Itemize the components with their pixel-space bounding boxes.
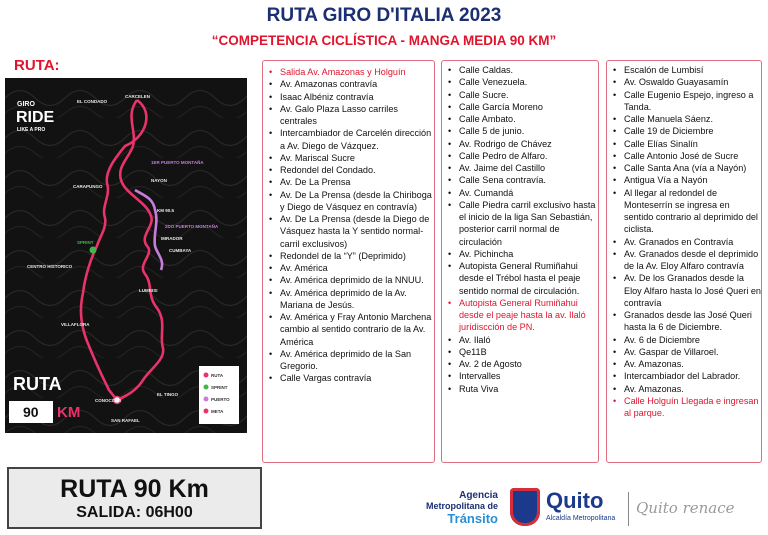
quito-logo-text: Quito: [546, 488, 604, 513]
place-lumbisi: LUMBISI: [139, 288, 158, 293]
route-street-item: • Av. Cumandá: [442, 187, 598, 199]
route-street-item: • Calle Elías Sinalín: [607, 138, 761, 150]
route-street-item: • Av. Amazonas contravía: [263, 78, 434, 90]
logo-divider: [628, 492, 629, 526]
quito-crest-icon: [510, 488, 540, 526]
route-street-item: • Calle Eugenio Espejo, ingreso a Tanda.: [607, 89, 761, 114]
place-el-condado: EL CONDADO: [77, 99, 108, 104]
amt-logo: [404, 490, 498, 526]
route-street-item: • Calle Holguín Llegada e ingresan al parque.: [607, 395, 761, 420]
place-pto1: 1ER PUERTO MONTAÑA: [151, 160, 204, 165]
route-street-item: • Av. América deprimido de la Av. Mariana de Jesús.: [263, 287, 434, 312]
route-street-item: • Intercambiador del Labrador.: [607, 370, 761, 382]
route-street-item: • Av. 6 de Diciembre: [607, 334, 761, 346]
route-street-item: • Calle Venezuela.: [442, 76, 598, 88]
route-street-item: • Isaac Albéniz contravía: [263, 91, 434, 103]
route-street-item: • Intervalles: [442, 370, 598, 382]
route-street-item: • Av. Rodrigo de Chávez: [442, 138, 598, 150]
route-street-item: • Av. América deprimido de la San Gregorio.: [263, 348, 434, 373]
route-street-item: • Calle Caldas.: [442, 64, 598, 76]
route-map: [5, 78, 247, 433]
brand-line3: LIKE A PRO: [17, 127, 46, 133]
route-list-column-3: [606, 60, 762, 463]
route-street-item: • Av. Amazonas.: [607, 358, 761, 370]
route-street-item: • Av. De La Prensa: [263, 176, 434, 188]
salida-text: SALIDA: 06H00: [76, 504, 193, 521]
map-unit: KM: [57, 404, 81, 421]
brand-line1: GIRO: [17, 101, 35, 108]
place-carcelen: CARCELEN: [125, 94, 151, 99]
route-street-item: • Calle García Moreno: [442, 101, 598, 113]
route-street-item: • Intercambiador de Carcelén dirección a Av. Diego de Vázquez.: [263, 127, 434, 152]
route-street-item: • Av. Ilaló: [442, 334, 598, 346]
route-street-item: • Av. Pichincha: [442, 248, 598, 260]
page-title: RUTA GIRO D'ITALIA 2023: [266, 5, 502, 26]
place-nayon: NAYON: [151, 178, 167, 183]
place-conocoto: CONOCOTO: [95, 398, 122, 403]
route-street-item: • Calle Vargas contravía: [263, 372, 434, 384]
route-street-item: • Av. Mariscal Sucre: [263, 152, 434, 164]
legend-meta: META: [211, 409, 224, 414]
map-legend: [199, 366, 239, 424]
place-el-tingo: EL TINGO: [157, 392, 179, 397]
route-street-item: • Av. América y Fray Antonio Marchena cambio al sentido contrario de la Av. América: [263, 311, 434, 348]
route-street-item: • Redondel de la “Y” (Deprimido): [263, 250, 434, 262]
sprint-marker: [90, 247, 97, 254]
route-street-item: • Calle 19 de Diciembre: [607, 125, 761, 137]
route-street-item: • Av. De La Prensa (desde la Chiriboga y Diego de Vásquez en contravía): [263, 189, 434, 214]
alcaldia-text: Alcaldía Metropolitana: [546, 515, 616, 522]
place-pto2: 2DO PUERTO MONTAÑA: [165, 224, 219, 229]
map-distance: 90: [23, 404, 39, 420]
route-street-item: • Redondel del Condado.: [263, 164, 434, 176]
route-street-item: • Av. Granados desde el deprimido de la Av. Eloy Alfaro contravía: [607, 248, 761, 273]
route-street-item: • Av. Oswaldo Guayasamín: [607, 76, 761, 88]
route-street-item: • Autopista General Rumiñahui desde el Trébol hasta el peaje sentido normal de circulación.: [442, 260, 598, 297]
place-sprint: SPRINT: [77, 240, 94, 245]
route-street-item: • Av. Amazonas.: [607, 383, 761, 395]
route-street-item: • Antigua Vía a Nayón: [607, 174, 761, 186]
amt-line1: Agencia: [459, 490, 498, 501]
place-cumbaya: CUMBAYA: [169, 248, 192, 253]
route-street-item: • Av. De los Granados desde la Eloy Alfaro hasta lo José Queri en contravía: [607, 272, 761, 309]
route-list-column-2: [441, 60, 599, 463]
legend-sprint: SPRINT: [211, 385, 228, 390]
route-street-item: • Av. 2 de Agosto: [442, 358, 598, 370]
legend-puerto: PUERTO: [211, 397, 230, 402]
route-street-item: • Av. América deprimido de la NNUU.: [263, 274, 434, 286]
route-street-item: • Calle Piedra carril exclusivo hasta el inicio de la liga San Sebastián, posterior carril normal de circulación: [442, 199, 598, 248]
route-street-item: • Salida Av. Amazonas y Holguín: [263, 66, 434, 78]
route-street-item: • Calle Sucre.: [442, 89, 598, 101]
route-street-item: • Calle Ambato.: [442, 113, 598, 125]
route-street-item: • Av. Granados en Contravía: [607, 236, 761, 248]
route-street-item: • Av. América: [263, 262, 434, 274]
page-subtitle: “COMPETENCIA CICLÍSTICA - MANGA MEDIA 90 KM”: [211, 33, 557, 48]
route-street-item: • Calle 5 de junio.: [442, 125, 598, 137]
route-street-item: • Calle Santa Ana (vía a Nayón): [607, 162, 761, 174]
brand-line2: RIDE: [16, 109, 55, 126]
route-street-item: • Ruta Viva: [442, 383, 598, 395]
place-mirador: MIRADOR: [161, 236, 183, 241]
route-street-item: • Av. De La Prensa (desde la Diego de Vásquez hasta la Y sentido normal-carril exclusivos): [263, 213, 434, 250]
route-street-item: • Granados desde las José Queri hasta la 6 de Diciembre.: [607, 309, 761, 334]
route-street-item: • Autopista General Rumiñahui desde el peaje hasta la av. Ilaló jurídiscción de PN.: [442, 297, 598, 334]
amt-line2: Metropolitana de: [425, 501, 498, 511]
route-street-item: • Av. Gaspar de Villaroel.: [607, 346, 761, 358]
route-street-item: • Av. Galo Plaza Lasso carriles centrales: [263, 103, 434, 128]
route-street-item: • Calle Sena contravía.: [442, 174, 598, 186]
route-list-column-1: [262, 60, 435, 463]
route-street-item: • Av. Jaime del Castillo: [442, 162, 598, 174]
ruta-km-text: RUTA 90 Km: [60, 475, 209, 503]
ruta-label: RUTA:: [14, 57, 60, 74]
route-street-item: • Escalón de Lumbisí: [607, 64, 761, 76]
place-carapungo: CARAPUNGO: [73, 184, 103, 189]
quito-renace-slogan: Quito renace: [636, 499, 735, 517]
amt-line3: Tránsito: [447, 511, 498, 526]
place-km: KM 90.5: [157, 208, 175, 213]
route-street-item: • Al llegar al redondel de Monteserrín se ingresa en sentido contrario al deprimido del ciclista.: [607, 187, 761, 236]
map-ruta-label: RUTA: [13, 374, 62, 394]
route-street-item: • Qe11B: [442, 346, 598, 358]
ruta-summary-box: [7, 467, 262, 529]
place-villaflora: VILLAFLORA: [61, 322, 90, 327]
place-centro-historico: CENTRO HISTORICO: [27, 264, 73, 269]
route-street-item: • Calle Manuela Sáenz.: [607, 113, 761, 125]
legend-ruta: RUTA: [211, 373, 224, 378]
route-street-item: • Calle Pedro de Alfaro.: [442, 150, 598, 162]
place-san-rafael: SAN RAFAEL: [111, 418, 140, 423]
route-street-item: • Calle Antonio José de Sucre: [607, 150, 761, 162]
route-map-graphic: [5, 78, 247, 433]
